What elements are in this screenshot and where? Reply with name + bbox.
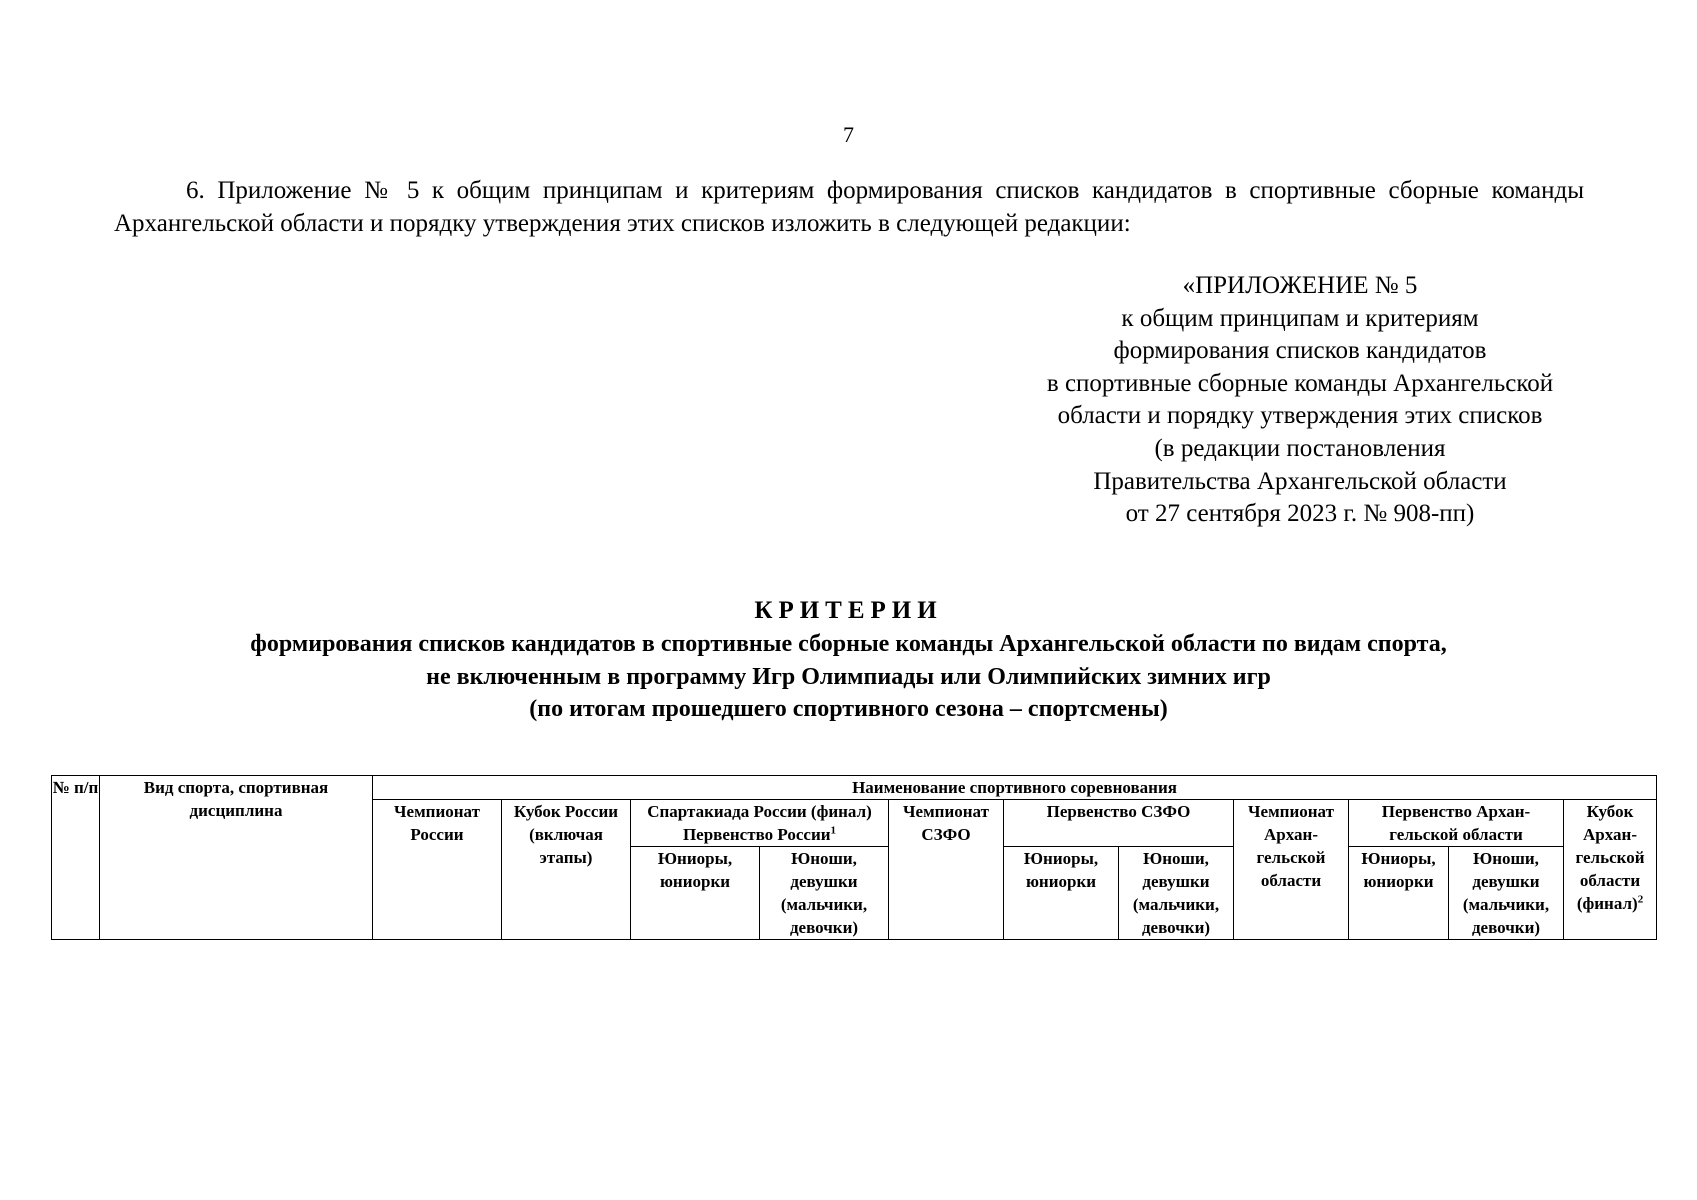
criteria-subtitle-line: не включенным в программу Игр Олимпиады или Олимпийских зимних игр [426,663,1271,690]
col-first-szfo: Первенство СЗФО [1004,800,1234,847]
appendix-line: к общим принципам и критериям [1121,304,1479,332]
champ-arkh-label-a: Чемпионат Архан- [1248,802,1334,844]
cup-arkh-label-b: гельской области (финал)$^2$ [1575,848,1645,913]
col-first-arkh: Первенство Архан- гельской области [1349,800,1564,847]
szfo-youth: Юноши, девушки (мальчики, девочки) [1119,847,1234,940]
col-champ-russia: Чемпионат России [373,800,502,940]
col-champ-arkh [1234,800,1349,940]
criteria-title: КРИТЕРИИ [754,597,943,624]
col-sport-header: Вид спорта, спортивная дисциплина [100,776,373,940]
szfo-juniors: Юниоры, юниорки [1004,847,1119,940]
spartakiad-youth: Юноши, девушки (мальчики, девочки) [760,847,889,940]
criteria-heading [0,594,1697,726]
spartakiad-juniors: Юниоры, юниорки [631,847,760,940]
page-number: 7 [843,122,854,147]
appendix-line: от 27 сентября 2023 г. № 908-пп) [1125,500,1475,528]
appendix-line: (в редакции постановления [1154,434,1446,462]
criteria-table [51,775,1657,940]
cup-arkh-label-a: Кубок Архан- [1583,802,1637,844]
col-num-header: № п/п [52,776,100,940]
competition-header: Наименование спортивного соревнования [373,776,1657,800]
col-cup-arkh [1564,800,1657,940]
col-spartakiad [631,800,889,847]
cup-russia-note: (включая этапы) [529,825,603,867]
appendix-line: области и порядку утверждения этих списков [1057,402,1543,430]
appendix-line: в спортивные сборные команды Архангельской [1046,369,1554,397]
champ-arkh-label-b: гельской области [1256,848,1326,890]
arkh-youth: Юноши, девушки (мальчики, девочки) [1449,847,1564,940]
col-cup-russia [502,800,631,940]
arkh-juniors: Юниоры, юниорки [1349,847,1449,940]
appendix-line: Правительства Архангельской области [1093,467,1507,495]
footnote-mark: 1 [830,824,837,837]
criteria-subtitle-line: (по итогам прошедшего спортивного сезона – спортсмены) [529,696,1168,722]
appendix-line: формирования списков кандидатов [1113,337,1487,365]
spartakiad-label: Спартакиада России (финал) Первенство России [647,802,872,844]
col-champ-szfo: Чемпионат СЗФО [889,800,1004,940]
footnote-mark: 2 [1637,893,1644,906]
intro-paragraph: 6. Приложение № 5 к общим принципам и критериям формирования списков кандидатов в спортивные сборные команды Архангельской области и порядку утверждения этих списков изложить в следующей редакции: [114,177,1584,237]
appendix-header [975,270,1625,531]
criteria-subtitle-line: формирования списков кандидатов в спортивные сборные команды Архангельской области по видам спорта, [250,631,1447,657]
appendix-line: «ПРИЛОЖЕНИЕ № 5 [1182,272,1418,299]
cup-russia-label: Кубок России [513,802,619,821]
